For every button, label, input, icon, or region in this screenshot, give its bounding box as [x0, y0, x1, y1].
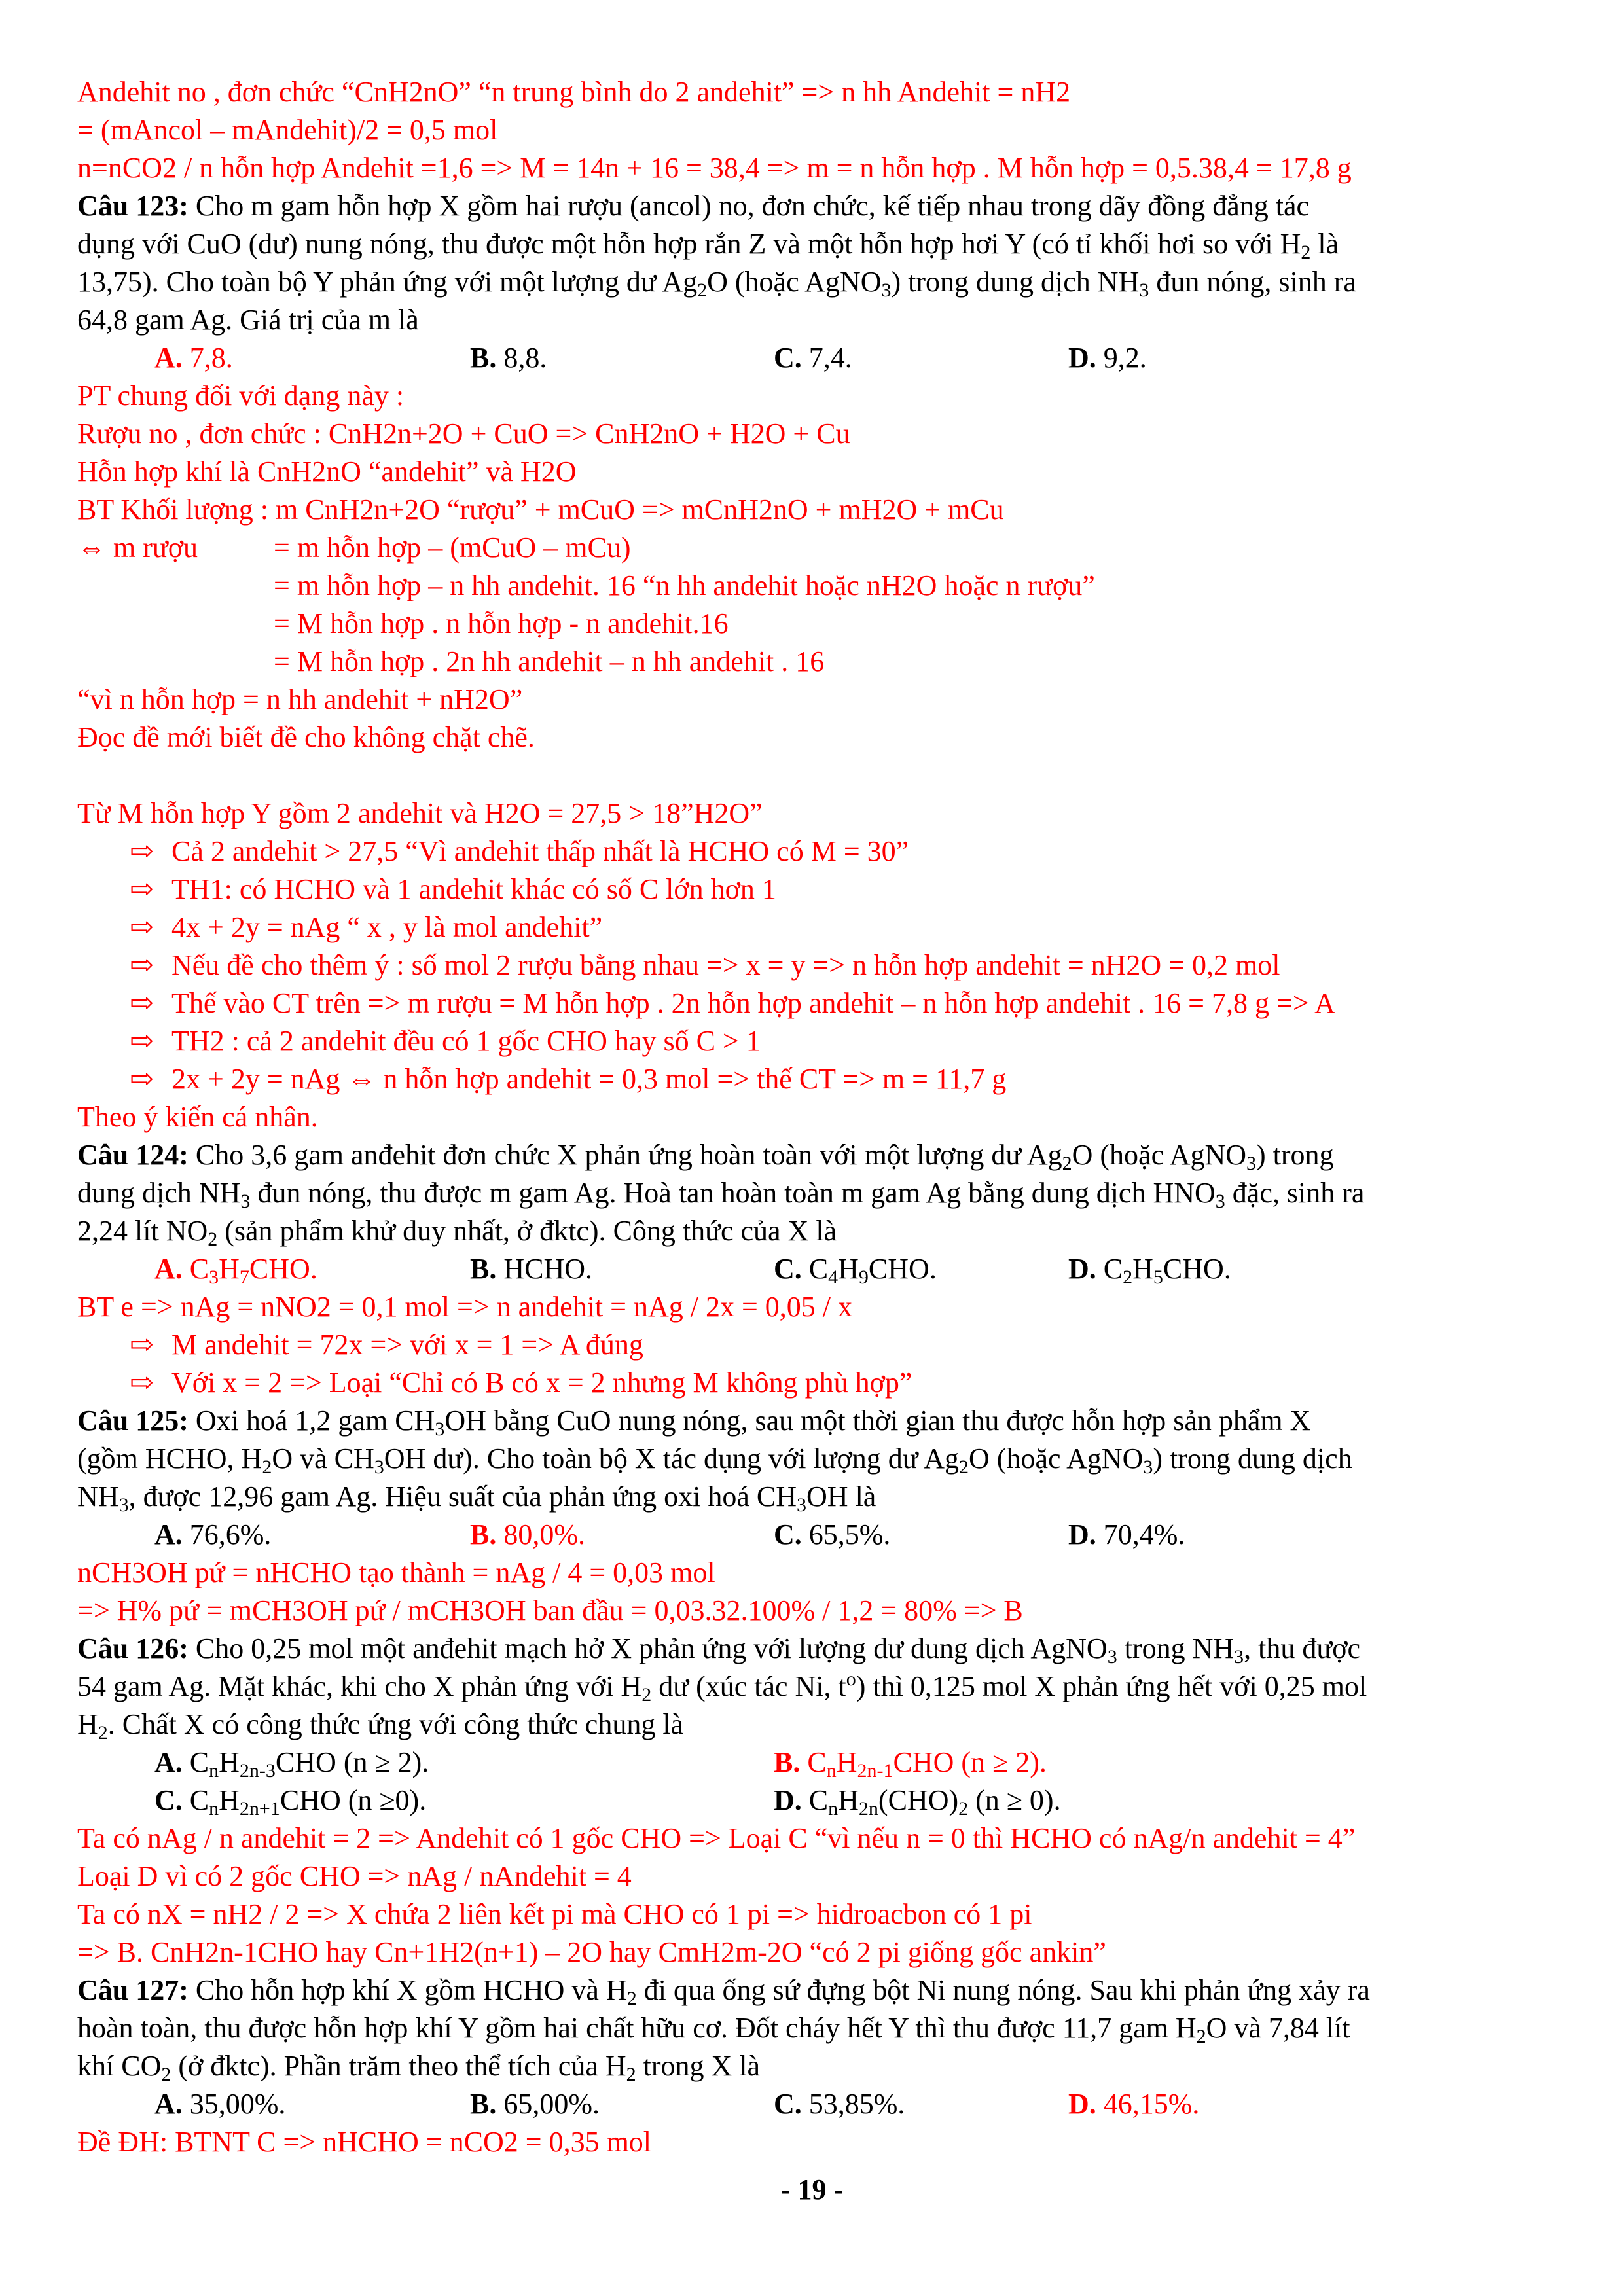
option-d[interactable]: D. 46,15%.: [1068, 2088, 1200, 2120]
option-a[interactable]: A. 76,6%.: [154, 1518, 272, 1551]
question-label: Câu 125:: [77, 1405, 189, 1437]
arrow-right-icon: ⇨: [130, 873, 154, 905]
answer-options: [77, 1744, 1557, 1782]
equivalence-icon: ⇔: [77, 531, 106, 564]
arrow-right-icon: ⇨: [130, 1329, 154, 1361]
question-126-line: $H_2$. Chất X có công thức ứng với công thức chung là: [77, 1708, 684, 1744]
option-b[interactable]: B. HCHO.: [470, 1253, 593, 1285]
solution-line: Từ M hỗn hợp Y gồm 2 andehit và H2O = 27,5 > 18”H2O”: [77, 797, 763, 829]
solution-line: Đề ĐH: BTNT C => nHCHO = nCO2 = 0,35 mol: [77, 2126, 652, 2158]
solution-line: = m hỗn hợp – n hh andehit. 16 “n hh andehit hoặc nH2O hoặc n rượu”: [274, 569, 1095, 601]
question-123-line: dụng với CuO (dư) nung nóng, thu được một hỗn hợp rắn Z và một hỗn hợp hơi Y (có tỉ khối hơi so với $H_2$ là: [77, 228, 1339, 263]
solution-line: = M hỗn hợp . n hỗn hợp - n andehit.16: [274, 607, 729, 639]
question-label: Câu 124:: [77, 1139, 189, 1171]
question-123-line: 13,75). Cho toàn bộ Y phản ứng với một lượng dư $Ag_2O$ (hoặc AgNO$_3$) trong dung dịch $NH_3$ đun nóng, sinh ra: [77, 266, 1356, 301]
page-content: [77, 73, 1557, 2161]
bullet-line: ⇨ Thế vào CT trên => m rượu = M hỗn hợp . 2n hỗn hợp andehit – n hỗn hợp andehit . 16 = 7,8 g => A: [77, 984, 1557, 1022]
spacer: [77, 757, 1557, 795]
bullet-line: ⇨ TH1: có HCHO và 1 andehit khác có số C lớn hơn 1: [77, 870, 1557, 908]
question-127-line: khí $CO_2$ (ở đktc). Phần trăm theo thể tích của $H_2$ trong X là: [77, 2050, 761, 2085]
question-123-line: 64,8 gam Ag. Giá trị của m là: [77, 304, 419, 336]
arrow-right-icon: ⇨: [130, 1063, 154, 1095]
option-d[interactable]: D. $C_2H_5CHO$.: [1068, 1253, 1231, 1288]
option-d[interactable]: D. 70,4%.: [1068, 1518, 1185, 1551]
intro-line: Andehit no , đơn chức “CnH2nO” “n trung bình do 2 andehit” => n hh Andehit = nH2: [77, 76, 1071, 108]
question-label: Câu 127:: [77, 1974, 189, 2006]
option-a[interactable]: A. 35,00%.: [154, 2088, 286, 2120]
option-b[interactable]: B. $C_nH_{2n-1}CHO$ (n ≥ 2).: [774, 1746, 1047, 1782]
solution-line: Ta có nAg / n andehit = 2 => Andehit có 1 gốc CHO => Loại C “vì nếu n = 0 thì HCHO có nAg/n andehit = 4”: [77, 1822, 1356, 1854]
solution-line: BT Khối lượng : m CnH2n+2O “rượu” + mCuO => mCnH2nO + mH2O + mCu: [77, 493, 1004, 526]
intro-line: n=nCO2 / n hỗn hợp Andehit =1,6 => M = 14n + 16 = 38,4 => m = n hỗn hợp . M hỗn hợp = 0,5.38,4 = 17,8 g: [77, 152, 1352, 184]
solution-line: Ta có nX = nH2 / 2 => X chứa 2 liên kết pi mà CHO có 1 pi => hidroacbon có 1 pi: [77, 1898, 1032, 1930]
question-127-line: hoàn toàn, thu được hỗn hợp khí Y gồm hai chất hữu cơ. Đốt cháy hết Y thì thu được 11,7 gam $H_2O$ và 7,84 lít: [77, 2012, 1350, 2047]
solution-line: nCH3OH pứ = nHCHO tạo thành = nAg / 4 = 0,03 mol: [77, 1556, 715, 1588]
bullet-line: ⇨ 2x + 2y = nAg ⇔ n hỗn hợp andehit = 0,3 mol => thế CT => m = 11,7 g: [77, 1060, 1557, 1098]
bullet-line: ⇨ M andehit = 72x => với x = 1 => A đúng: [77, 1326, 1557, 1364]
bullet-line: ⇨ 4x + 2y = nAg “ x , y là mol andehit”: [77, 908, 1557, 946]
bullet-line: ⇨ Nếu đề cho thêm ý : số mol 2 rượu bằng nhau => x = y => n hỗn hợp andehit = nH2O = 0,2 mol: [77, 946, 1557, 984]
option-d[interactable]: D. 9,2.: [1068, 342, 1147, 374]
option-b[interactable]: B. 8,8.: [470, 342, 547, 374]
solution-line: => B. CnH2n-1CHO hay Cn+1H2(n+1) – 2O hay CmH2m-2O “có 2 pi giống gốc ankin”: [77, 1936, 1106, 1968]
option-b[interactable]: B. 80,0%.: [470, 1518, 586, 1551]
question-124-line: Câu 124: Cho 3,6 gam anđehit đơn chức X phản ứng hoàn toàn với một lượng dư $Ag_2O$ (hoặc AgNO$_3$) trong: [77, 1139, 1334, 1174]
question-125-line: (gồm HCHO, $H_2O$ và $CH_3OH$ dư). Cho toàn bộ X tác dụng với lượng dư $Ag_2O$ (hoặc AgNO$_3$) trong dung dịch: [77, 1443, 1352, 1478]
arrow-right-icon: ⇨: [130, 949, 154, 981]
arrow-right-icon: ⇨: [130, 1367, 154, 1399]
bullet-line: ⇨ Cả 2 andehit > 27,5 “Vì andehit thấp nhất là HCHO có M = 30”: [77, 833, 1557, 870]
bullet-line: ⇨ Với x = 2 => Loại “Chỉ có B có x = 2 nhưng M không phù hợp”: [77, 1364, 1557, 1402]
question-126-line: 54 gam Ag. Mặt khác, khi cho X phản ứng với $H_2$ dư (xúc tác Ni, $t^o$) thì 0,125 mol X phản ứng hết với 0,25 mol: [77, 1668, 1367, 1706]
solution-line: “vì n hỗn hợp = n hh andehit + nH2O”: [77, 683, 523, 715]
option-b[interactable]: B. 65,00%.: [470, 2088, 600, 2120]
solution-line: Theo ý kiến cá nhân.: [77, 1101, 318, 1133]
intro-line: = (mAncol – mAndehit)/2 = 0,5 mol: [77, 114, 498, 146]
option-a[interactable]: A. $C_3H_7CHO$.: [154, 1253, 317, 1288]
question-125-line: $NH_3$, được 12,96 gam Ag. Hiệu suất của phản ứng oxi hoá $CH_3OH$ là: [77, 1480, 876, 1516]
solution-line: BT e => nAg = nNO2 = 0,1 mol => n andehit = nAg / 2x = 0,05 / x: [77, 1291, 852, 1323]
solution-line: PT chung đối với dạng này :: [77, 380, 405, 412]
option-c[interactable]: C. 7,4.: [774, 342, 852, 374]
question-label: Câu 126:: [77, 1632, 189, 1664]
question-125-line: Câu 125: Oxi hoá 1,2 gam $CH_3OH$ bằng CuO nung nóng, sau một thời gian thu được hỗn hợp sản phẩm X: [77, 1405, 1311, 1440]
option-c[interactable]: C. $C_nH_{2n+1}CHO$ (n ≥0).: [154, 1784, 427, 1820]
option-a[interactable]: A. $C_nH_{2n-3}CHO$ (n ≥ 2).: [154, 1746, 429, 1782]
option-a[interactable]: A. 7,8.: [154, 342, 233, 374]
question-123-line: Câu 123: Cho m gam hỗn hợp X gồm hai rượu (ancol) no, đơn chức, kế tiếp nhau trong dãy đồng đẳng tác: [77, 190, 1310, 222]
arrow-right-icon: ⇨: [130, 987, 154, 1019]
solution-line: Đọc đề mới biết đề cho không chặt chẽ.: [77, 721, 535, 753]
question-124-line: dung dịch $NH_3$ đun nóng, thu được m gam Ag. Hoà tan hoàn toàn m gam Ag bằng dung dịch $HNO_3$ đặc, sinh ra: [77, 1177, 1365, 1212]
solution-line: Loại D vì có 2 gốc CHO => nAg / nAndehit = 4: [77, 1860, 632, 1892]
option-d[interactable]: D. $C_nH_{2n}(CHO)_2$ (n ≥ 0).: [774, 1784, 1061, 1820]
option-c[interactable]: C. 65,5%.: [774, 1518, 891, 1551]
answer-options: [77, 1782, 1557, 1820]
solution-line: Rượu no , đơn chức : CnH2n+2O + CuO => CnH2nO + H2O + Cu: [77, 418, 850, 450]
option-c[interactable]: C. $C_4H_9CHO$.: [774, 1253, 937, 1288]
solution-line: = M hỗn hợp . 2n hh andehit – n hh andehit . 16: [274, 645, 825, 677]
question-126-line: Câu 126: Cho 0,25 mol một anđehit mạch hở X phản ứng với lượng dư dung dịch AgNO$_3$ trong $NH_3$, thu được: [77, 1632, 1361, 1668]
solution-line: Hỗn hợp khí là CnH2nO “andehit” và H2O: [77, 456, 577, 488]
page-number: - 19 -: [780, 2174, 844, 2206]
option-c[interactable]: C. 53,85%.: [774, 2088, 905, 2120]
question-label: Câu 123:: [77, 190, 189, 222]
arrow-right-icon: ⇨: [130, 1025, 154, 1057]
answer-options: [77, 1516, 1557, 1554]
arrow-right-icon: ⇨: [130, 835, 154, 867]
arrow-right-icon: ⇨: [130, 911, 154, 943]
question-127-line: Câu 127: Cho hỗn hợp khí X gồm HCHO và $H_2$ đi qua ống sứ đựng bột Ni nung nóng. Sau khi phản ứng xảy ra: [77, 1974, 1370, 2009]
bullet-line: ⇨ TH2 : cả 2 andehit đều có 1 gốc CHO hay số C > 1: [77, 1022, 1557, 1060]
question-124-line: 2,24 lít $NO_2$ (sản phẩm khử duy nhất, ở đktc). Công thức của X là: [77, 1215, 837, 1250]
solution-line: ⇔ m rượu = m hỗn hợp – (mCuO – mCu): [77, 531, 631, 564]
answer-options: [77, 339, 1557, 377]
answer-options: [77, 2085, 1557, 2123]
solution-line: => H% pứ = mCH3OH pứ / mCH3OH ban đầu = 0,03.32.100% / 1,2 = 80% => B: [77, 1594, 1023, 1626]
answer-options: [77, 1250, 1557, 1288]
